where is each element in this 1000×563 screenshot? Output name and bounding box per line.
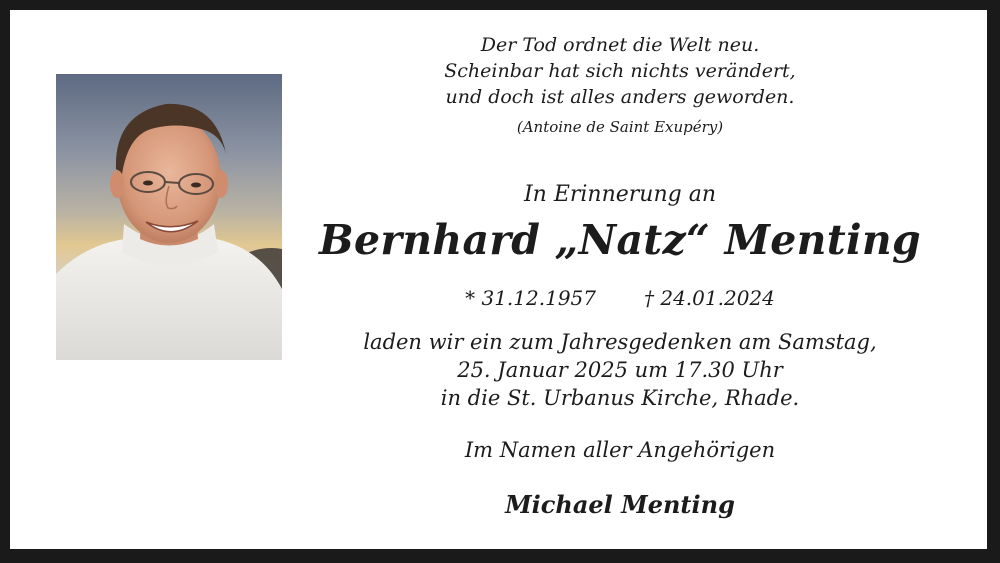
quote-line: und doch ist alles anders geworden. xyxy=(445,86,795,108)
quote-line: Scheinbar hat sich nichts verändert, xyxy=(444,60,796,82)
life-dates xyxy=(300,286,940,310)
birth-date: * 31.12.1957 xyxy=(465,286,596,310)
invitation-line: in die St. Urbanus Kirche, Rhade. xyxy=(440,386,800,410)
deceased-name: Bernhard „Natz“ Menting xyxy=(319,216,921,264)
invitation-line: laden wir ein zum Jahresgedenken am Samstag, xyxy=(363,330,877,354)
quote-line: Der Tod ordnet die Welt neu. xyxy=(480,34,760,56)
quote-author: (Antoine de Saint Exupéry) xyxy=(516,118,724,136)
obituary-card xyxy=(10,10,987,549)
portrait-photo xyxy=(56,74,282,360)
quote xyxy=(300,32,940,110)
death-date: † 24.01.2024 xyxy=(644,286,775,310)
family-line: Im Namen aller Angehörigen xyxy=(464,438,776,462)
signer-name: Michael Menting xyxy=(505,490,735,519)
invitation-line: 25. Januar 2025 um 17.30 Uhr xyxy=(457,358,783,382)
invitation xyxy=(300,328,940,412)
memory-intro: In Erinnerung an xyxy=(523,182,717,207)
portrait-illustration xyxy=(56,74,282,360)
